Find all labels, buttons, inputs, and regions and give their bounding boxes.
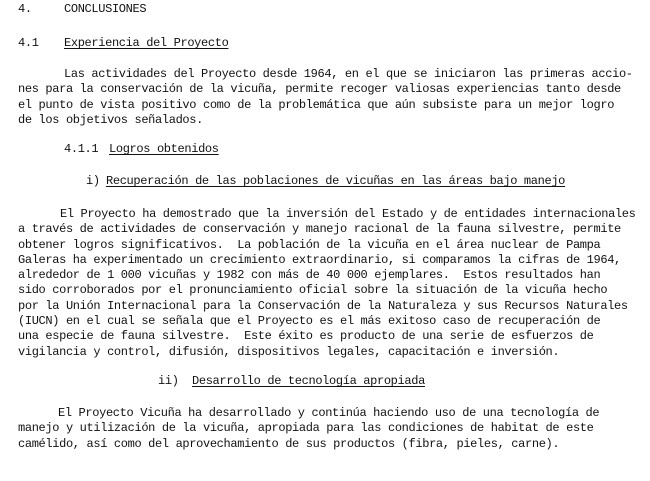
section-title: CONCLUSIONES: [64, 2, 147, 16]
paragraph-line: manejo y utilización de la vicuña, apropiada para las condiciones de habitat de este: [18, 421, 594, 436]
paragraph-line: vigilancia y control, difusión, dispositivos legales, capacitación e inversión.: [18, 344, 560, 359]
item-i-paragraph: [18, 208, 636, 361]
item-ii-number: ii): [158, 374, 179, 388]
item-i-title: Recuperación de las poblaciones de vicuñas en las áreas bajo manejo: [106, 174, 566, 188]
sub-subsection-number: 4.1.1: [64, 142, 99, 156]
section-number: 4.: [18, 2, 32, 16]
paragraph-line: obtener logros significativos. La población de la vicuña en el área nuclear de Pampa: [18, 237, 601, 252]
paragraph-line: El Proyecto ha demostrado que la inversión del Estado y de entidades internacionales: [60, 207, 636, 221]
paragraph-line: de los objetivos señalados.: [18, 112, 203, 127]
paragraph-line: (IUCN) en el cual se señala que el Proyecto es el más exitoso caso de recuperación de: [18, 314, 601, 329]
paragraph-line: sido corroborados por el pronunciamiento oficial sobre la situación de la vicuña hecho: [18, 283, 608, 298]
paragraph-line: una especie de fauna silvestre. Este éxito es producto de una serie de esfuerzos de: [18, 329, 594, 344]
paragraph-line: el punto de vista positivo como de la problemática que aún subsiste para un mejor logro: [18, 97, 615, 112]
sub-subsection-title: Logros obtenidos: [109, 142, 219, 156]
paragraph-line: nes para la conservación de la vicuña, permite recoger valiosas experiencias tanto desde: [18, 82, 621, 97]
paragraph-line: alrededor de 1 000 vicuñas y 1982 con más de 40 000 ejemplares. Estos resultados han: [18, 268, 601, 283]
paragraph-line: Las actividades del Proyecto desde 1964, en el que se iniciaron las primeras accio-: [64, 67, 633, 81]
paragraph-line: Galeras ha experimentado un crecimiento extraordinario, si comparamos la cifras de 1964,: [18, 252, 621, 267]
paragraph-line: camélido, así como del aprovechamiento de sus productos (fibra, pieles, carne).: [18, 436, 560, 451]
subsection-number: 4.1: [18, 36, 39, 50]
paragraph-line: por la Unión Internacional para la Conservación de la Naturaleza y sus Recursos Naturales: [18, 298, 628, 313]
subsection-title: Experiencia del Proyecto: [64, 36, 229, 50]
intro-paragraph: [18, 68, 633, 129]
paragraph-line: El Proyecto Vicuña ha desarrollado y continúa haciendo uso de una tecnología de: [58, 406, 600, 420]
item-i-number: i): [86, 174, 100, 188]
item-ii-paragraph: [18, 407, 599, 453]
paragraph-line: a través de actividades de conservación y manejo racional de la fauna silvestre, permite: [18, 222, 621, 237]
item-ii-title: Desarrollo de tecnología apropiada: [192, 374, 425, 388]
